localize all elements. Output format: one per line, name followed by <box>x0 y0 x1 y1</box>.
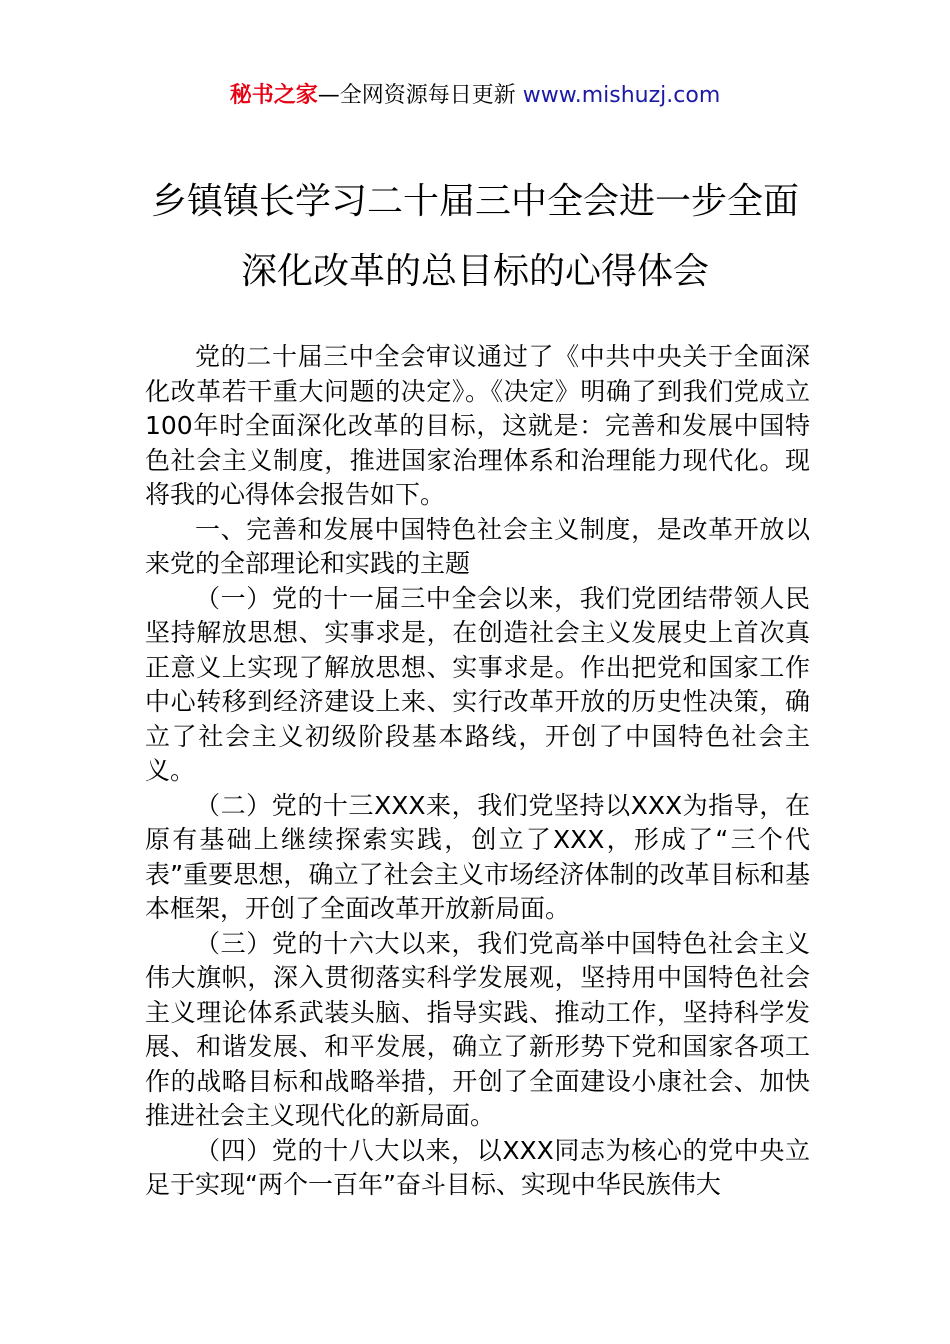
intro-paragraph: 党的二十届三中全会审议通过了《中共中央关于全面深化改革若干重大问题的决定》。《决定》明确了到我们党成立100年时全面深化改革的目标，这就是：完善和发展中国特色社会主义制度，推进国家治理体系和治理能力现代化。现将我的心得体会报告如下。 <box>145 342 810 509</box>
body-paragraph: （三）党的十六大以来，我们党高举中国特色社会主义伟大旗帜，深入贯彻落实科学发展观，坚持用中国特色社会主义理论体系武装头脑、指导实践、推动工作，坚持科学发展、和谐发展、和平发展，确立了新形势下党和国家各项工作的战略目标和战略举措，开创了全面建设小康社会、加快推进社会主义现代化的新局面。 <box>145 928 810 1130</box>
section-heading: 一、完善和发展中国特色社会主义制度，是改革开放以来党的全部理论和实践的主题 <box>145 514 810 578</box>
document-title-line-2: 深化改革的总目标的心得体会 <box>240 251 709 292</box>
site-url-link[interactable]: www.mishuzj.com <box>522 83 721 108</box>
site-brand: 秘书之家 <box>229 83 318 108</box>
document-body <box>145 340 810 1203</box>
body-paragraph: （一）党的十一届三中全会以来，我们党团结带领人民坚持解放思想、实事求是，在创造社会主义发展史上首次真正意义上实现了解放思想、实事求是。作出把党和国家工作中心转移到经济建设上来、实行改革开放的历史性决策，确立了社会主义初级阶段基本路线，开创了中国特色社会主义。 <box>145 583 810 785</box>
document-title-line-1: 乡镇镇长学习二十届三中全会进一步全面 <box>150 181 799 222</box>
site-tagline: —全网资源每日更新 <box>317 83 523 108</box>
body-paragraph: （二）党的十三XXX来，我们党坚持以XXX为指导，在原有基础上继续探索实践，创立了XXX，形成了“三个代表”重要思想，确立了社会主义市场经济体制的改革目标和基本框架，开创了全面改革开放新局面。 <box>145 790 810 923</box>
body-paragraph: （四）党的十八大以来，以XXX同志为核心的党中央立足于实现“两个一百年”奋斗目标、实现中华民族伟大 <box>145 1135 810 1199</box>
site-header <box>0 80 950 112</box>
